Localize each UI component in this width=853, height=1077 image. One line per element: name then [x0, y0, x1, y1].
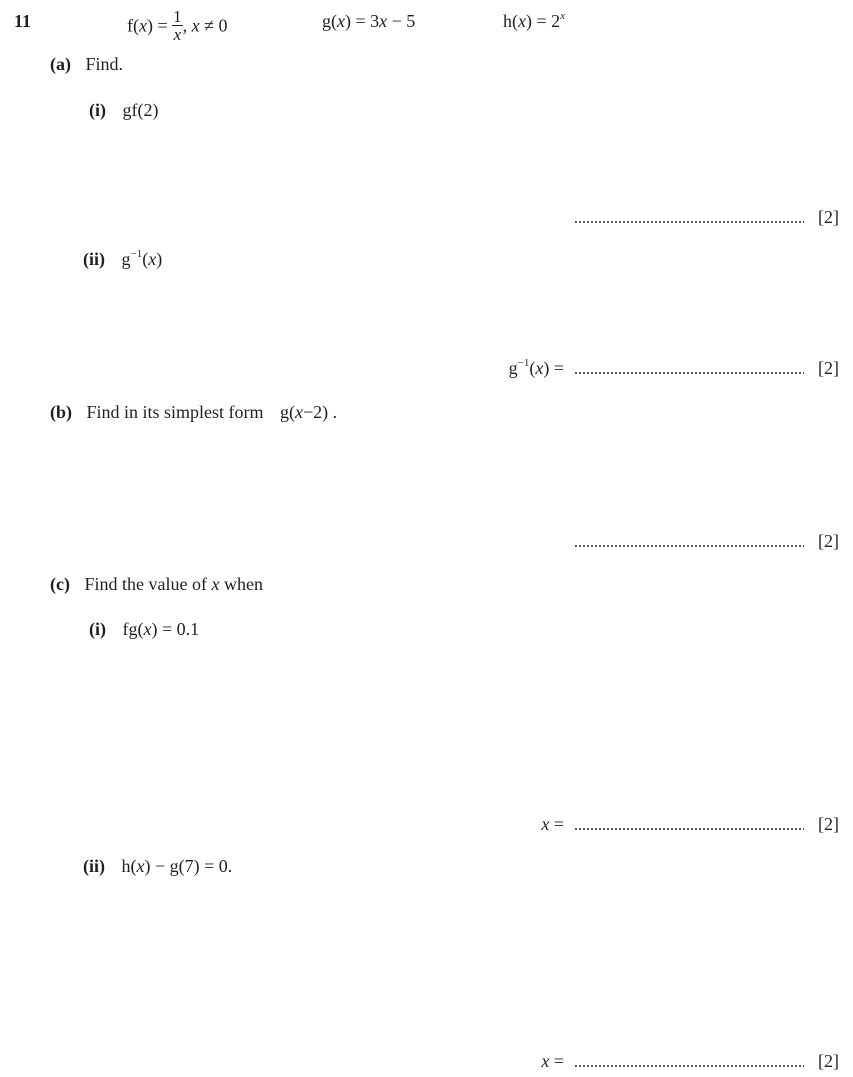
part-c-text-var: x [211, 574, 220, 594]
part-a-text: Find. [85, 54, 124, 74]
part-c-i-marks: [2] [818, 814, 839, 834]
part-c-i-answer-line [541, 815, 839, 833]
part-b-marks: [2] [818, 531, 839, 551]
part-b-expr-close: −2) . [303, 402, 338, 422]
part-c-ii-expr-close: ) − g(7) = 0. [144, 856, 233, 876]
part-a-ii-expr-var: x [148, 249, 157, 269]
part-a-ii-answer-open: ( [529, 358, 536, 378]
h-exponent: x [560, 10, 566, 22]
part-a-i-expression: gf(2) [122, 100, 159, 120]
g-var2: x [379, 11, 388, 31]
f-cond-var: x [191, 15, 200, 36]
part-b-expr-open: g( [280, 402, 296, 422]
part-a-ii-answer-var: x [535, 358, 544, 378]
part-a-ii-answer-prefix [509, 358, 564, 378]
part-c-i-answer-prefix [541, 814, 564, 834]
part-b-expression [280, 402, 337, 422]
part-b-heading [50, 403, 337, 421]
part-a-i-heading [89, 101, 158, 119]
part-c-ii-answer-var: x [541, 1051, 550, 1071]
function-h-definition [503, 12, 565, 30]
part-c-i-heading [89, 620, 199, 638]
part-a-ii-expr-exp: −1 [130, 248, 143, 260]
part-c-ii-marks: [2] [818, 1051, 839, 1071]
part-b-answer-line [574, 532, 839, 550]
part-a-ii-marks: [2] [818, 358, 839, 378]
part-c-ii-heading [83, 857, 232, 875]
f-lhs: f( [127, 15, 139, 36]
f-var: x [139, 15, 147, 36]
part-c-text-end: when [219, 574, 263, 594]
part-c-ii-expr-var: x [136, 856, 145, 876]
part-a-i-answer-dots[interactable] [574, 221, 804, 223]
part-a-ii-expr-base: g [121, 249, 131, 269]
g-var: x [337, 11, 345, 31]
h-mid: ) = 2 [526, 11, 561, 31]
part-c-i-expr-var: x [143, 619, 152, 639]
part-c-i-label: (i) [89, 619, 106, 639]
part-c-label: (c) [50, 574, 70, 594]
part-c-text [84, 574, 262, 594]
part-c-i-answer-eq: = [553, 814, 564, 834]
part-b-answer-dots[interactable] [574, 545, 804, 547]
part-a-ii-answer-exp: −1 [517, 357, 530, 369]
part-c-ii-answer-eq: = [553, 1051, 564, 1071]
part-a-i-answer-line [574, 208, 839, 226]
part-c-i-expr-open: fg( [122, 619, 144, 639]
f-fraction [172, 8, 183, 43]
f-condition: ≠ 0 [199, 15, 228, 36]
part-c-i-expression [123, 619, 200, 639]
f-denominator: x [173, 25, 182, 44]
part-c-heading [50, 575, 263, 593]
function-g-definition [322, 12, 415, 30]
part-a-i-label: (i) [89, 100, 106, 120]
f-numerator: 1 [173, 7, 182, 26]
part-c-i-answer-var: x [541, 814, 550, 834]
part-a-ii-answer-dots[interactable] [574, 372, 804, 374]
part-a-ii-answer-base: g [508, 358, 518, 378]
part-a-ii-expression [122, 249, 163, 269]
part-a-ii-answer-close: ) = [543, 358, 564, 378]
f-cond-sep: , [182, 15, 188, 36]
part-b-text: Find in its simplest form [86, 402, 264, 422]
part-c-ii-expr-open: h( [121, 856, 137, 876]
g-lhs: g( [322, 11, 337, 31]
part-c-ii-answer-line [541, 1052, 839, 1070]
part-c-ii-label: (ii) [83, 856, 105, 876]
h-var: x [518, 11, 526, 31]
g-mid: ) = 3 [345, 11, 380, 31]
part-b-label: (b) [50, 402, 72, 422]
g-end: − 5 [387, 11, 416, 31]
part-c-i-expr-close: ) = 0.1 [151, 619, 200, 639]
part-c-ii-answer-dots[interactable] [574, 1065, 804, 1067]
part-b-expr-var: x [295, 402, 304, 422]
part-a-ii-expr-close: ) [156, 249, 163, 269]
part-a-ii-answer-line [509, 359, 839, 377]
f-rhs: ) = [147, 15, 168, 36]
function-f-definition [127, 7, 228, 45]
part-c-text-start: Find the value of [84, 574, 212, 594]
part-c-ii-answer-prefix [541, 1051, 564, 1071]
h-lhs: h( [503, 11, 518, 31]
part-a-ii-label: (ii) [83, 249, 105, 269]
part-a-ii-heading [83, 250, 162, 268]
part-a-ii-expr-open: ( [142, 249, 149, 269]
part-c-ii-expression [122, 856, 233, 876]
part-a-label: (a) [50, 54, 71, 74]
part-a-i-marks: [2] [818, 207, 839, 227]
question-number: 11 [14, 11, 32, 31]
part-c-i-answer-dots[interactable] [574, 828, 804, 830]
part-a-heading [50, 55, 123, 73]
